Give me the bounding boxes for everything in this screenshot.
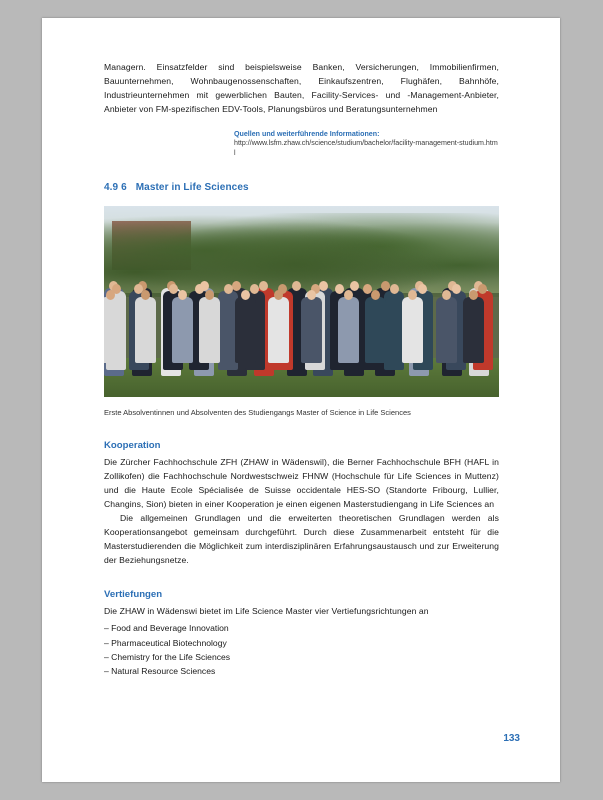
photo-person-head [478,284,487,294]
group-photo [104,206,499,397]
photo-person [463,297,484,363]
photo-person [268,297,289,363]
photo-person-head [381,281,390,291]
list-item: – Pharmaceutical Biotechnology [104,637,227,648]
list-item: – Food and Beverage Innovation [104,623,229,634]
document-page [42,18,560,782]
photo-person-head [452,284,461,294]
photo-person-head [344,290,353,300]
photo-person-head [274,290,283,300]
photo-person-head [241,290,250,300]
photo-person-head [307,290,316,300]
vertiefungen-list [104,621,499,677]
photo-person-head [106,290,115,300]
photo-person-head [319,281,328,291]
photo-person-head [442,290,451,300]
photo-person-head [418,284,427,294]
photo-person-head [371,290,380,300]
photo-person-head [141,290,150,300]
kooperation-paragraph-2: Die allgemeinen Grundlagen und die erweiterten theoretischen Grundlagen werden als Kooperationsangebot gemeinsam durchgeführt. Durch diese Zusammenarbeit entsteht für die Masterstudierenden die Möglichkeit zum interdisziplinären Erfahrungsaustausch und zur Erweiterung der Beziehungsnetze. [104,512,499,566]
photo-person [172,297,193,363]
photo-person-head [350,281,359,291]
photo-person [301,297,322,363]
source-box-title: Quellen und weiterführende Informationen: [234,130,380,139]
photo-person [199,297,220,363]
photo-person [235,297,256,363]
section-title: Master in Life Sciences [135,181,249,193]
photo-person-head [469,290,478,300]
photo-person-head [259,281,268,291]
photo-person [436,297,457,363]
photo-person [402,297,423,363]
photo-person-head [205,290,214,300]
section-number: 4.9 6 [104,181,127,193]
page-content [104,60,499,678]
photo-person [338,297,359,363]
photo-person-head [250,284,259,294]
subsection-heading-kooperation: Kooperation [104,439,161,451]
list-item: – Natural Resource Sciences [104,665,216,676]
photo-person-head [224,284,233,294]
photo-crowd [104,259,499,377]
photo-person-head [408,290,417,300]
photo-person-head [195,284,204,294]
source-box-url[interactable]: http://www.lsfm.zhaw.ch/science/studium/bachelor/facility-management-studium.html [234,139,498,157]
photo-person-head [178,290,187,300]
figure-caption: Erste Absolventinnen und Absolventen des Studiengangs Master of Science in Life Sciences [104,407,411,417]
photo-person-head [232,281,241,291]
page-number: 133 [503,733,520,744]
photo-person [365,297,386,363]
list-item: – Chemistry for the Life Sciences [104,651,231,662]
photo-person-head [390,284,399,294]
photo-person [135,297,156,363]
vertiefungen-paragraph-1: Die ZHAW in Wädenswi bietet im Life Science Master vier Vertiefungsrichtungen an [104,606,429,617]
subsection-heading-vertiefungen: Vertiefungen [104,589,163,601]
top-paragraph: Managern. Einsatzfelder sind beispielsweise Banken, Versicherungen, Immobilienfirmen, Bauunternehmen, Wohnbaugenossenschaften, Einkaufszentren, Flughäfen, Bahnhöfe, Industrieunternehmen mit gewerblichen Bauten, Facility-Services- und -Management-Anbieter, Anbieter von FM-spezifischen EDV-Tools, Planungsbüros und Beratungsunternehmen [104,62,499,115]
source-box [234,129,499,158]
photo-person-head [335,284,344,294]
photo-person-head [292,281,301,291]
kooperation-paragraph-1: Die Zürcher Fachhochschule ZFH (ZHAW in Wädenswil), die Berner Fachhochschule BFH (HAFL in Zollikofen) die Fachhochschule Nordwestschweiz FHNW (Hochschule für Life Sciences in Muttenz) und die Haute Ecole Spécialisée de Suisse occidentale HES-SO (Standorte Fribourg, Lullier, Changins, Sion) bieten in einer Kooperation je einen eigenen Masterstudiengang in Life Sciences an [104,456,499,509]
photo-person [104,297,121,363]
section-heading [104,182,499,193]
photo-person-head [169,284,178,294]
